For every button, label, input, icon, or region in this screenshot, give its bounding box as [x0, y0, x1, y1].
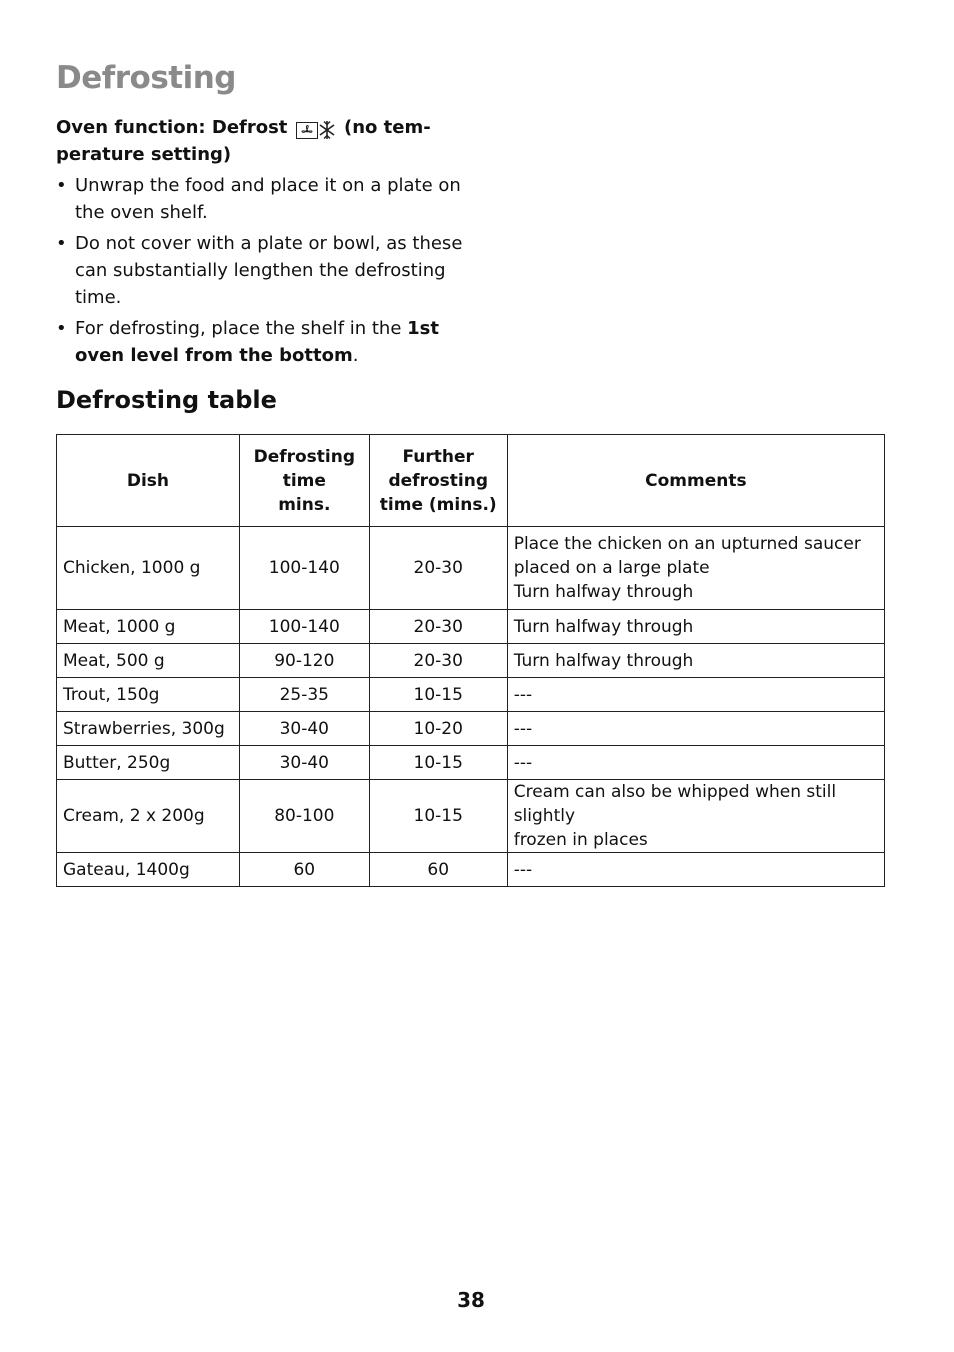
cell-comments: Place the chicken on an upturned saucer placed on a large plate Turn halfway through	[507, 527, 884, 610]
instruction-item: • Do not cover with a plate or bowl, as these can substantially lengthen the defrosting time.	[56, 230, 466, 311]
instruction-list	[56, 172, 466, 369]
cell-time: 25-35	[239, 678, 369, 712]
table-row	[57, 853, 885, 887]
cell-time: 100-140	[239, 527, 369, 610]
cell-comments: ---	[507, 853, 884, 887]
cell-further: 10-20	[369, 712, 507, 746]
instruction-item: • Unwrap the food and place it on a plate on the oven shelf.	[56, 172, 466, 226]
cell-comments: Turn halfway through	[507, 610, 884, 644]
cell-further: 60	[369, 853, 507, 887]
cell-time: 30-40	[239, 712, 369, 746]
cell-dish: Meat, 500 g	[57, 644, 240, 678]
cell-comments: ---	[507, 746, 884, 780]
cell-time: 100-140	[239, 610, 369, 644]
cell-dish: Chicken, 1000 g	[57, 527, 240, 610]
cell-time: 60	[239, 853, 369, 887]
cell-further: 10-15	[369, 746, 507, 780]
table-row	[57, 644, 885, 678]
bullet-icon: •	[56, 318, 67, 339]
cell-dish: Cream, 2 x 200g	[57, 780, 240, 853]
cell-comments: Turn halfway through	[507, 644, 884, 678]
cell-dish: Butter, 250g	[57, 746, 240, 780]
table-row	[57, 527, 885, 610]
cell-further: 20-30	[369, 527, 507, 610]
oven-function-note: (no tem-perature setting)	[56, 117, 431, 165]
bullet-icon: •	[56, 233, 67, 254]
cell-time: 30-40	[239, 746, 369, 780]
cell-dish: Meat, 1000 g	[57, 610, 240, 644]
page-number: 38	[457, 1288, 485, 1312]
defrost-symbol	[296, 120, 336, 140]
fan-icon	[296, 122, 318, 139]
cell-dish: Strawberries, 300g	[57, 712, 240, 746]
cell-further: 10-15	[369, 780, 507, 853]
defrosting-table	[56, 434, 885, 887]
table-row	[57, 712, 885, 746]
cell-time: 90-120	[239, 644, 369, 678]
cell-dish: Trout, 150g	[57, 678, 240, 712]
cell-comments: ---	[507, 678, 884, 712]
table-row	[57, 746, 885, 780]
instruction-item: • For defrosting, place the shelf in the 1st oven level from the bottom.	[56, 315, 466, 369]
page-title: Defrosting	[56, 60, 236, 96]
cell-further: 20-30	[369, 610, 507, 644]
bullet-icon: •	[56, 175, 67, 196]
table-header-row	[57, 435, 885, 527]
cell-comments: Cream can also be whipped when still slightly frozen in places	[507, 780, 884, 853]
table-title: Defrosting table	[56, 386, 277, 414]
snowflake-icon	[318, 120, 336, 140]
header-dish: Dish	[57, 435, 240, 527]
header-defrosting-time: Defrosting time mins.	[239, 435, 369, 527]
cell-further: 20-30	[369, 644, 507, 678]
header-comments: Comments	[507, 435, 884, 527]
table-row	[57, 780, 885, 853]
intro-section	[56, 114, 466, 373]
table-row	[57, 610, 885, 644]
cell-comments: ---	[507, 712, 884, 746]
header-further-time: Further defrosting time (mins.)	[369, 435, 507, 527]
cell-further: 10-15	[369, 678, 507, 712]
oven-function-line	[56, 114, 466, 168]
table-row	[57, 678, 885, 712]
cell-time: 80-100	[239, 780, 369, 853]
oven-function-label: Oven function: Defrost	[56, 117, 288, 138]
cell-dish: Gateau, 1400g	[57, 853, 240, 887]
shelf-level-emphasis: 1st oven level from the bottom	[75, 318, 439, 366]
